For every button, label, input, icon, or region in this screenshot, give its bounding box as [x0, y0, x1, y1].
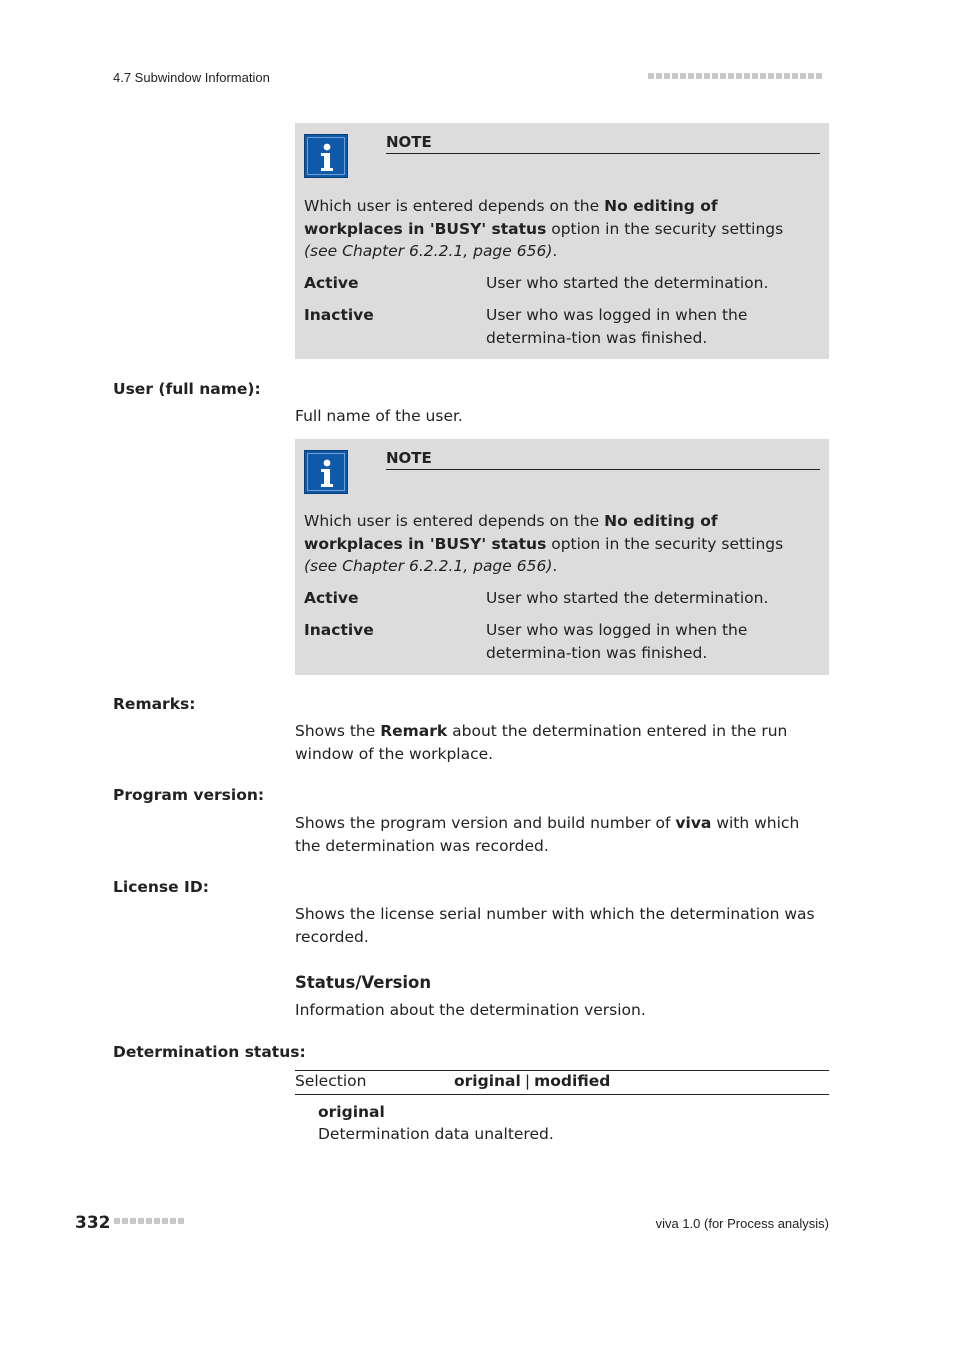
user-full-name-description: Full name of the user.	[295, 407, 463, 425]
determination-status-label: Determination status:	[113, 1043, 306, 1061]
note-text: Which user is entered depends on the No editing of workplaces in 'BUSY' status option in the security settings (see Chapter 6.2.2.1, page 656).	[304, 512, 784, 575]
option-term: original	[318, 1103, 385, 1121]
footer-decoration-dots	[114, 1218, 184, 1224]
remarks-description: Shows the Remark about the determination entered in the run window of the workplace.	[295, 722, 788, 763]
status-version-description: Information about the determination version.	[295, 1001, 646, 1019]
option-description: Determination data unaltered.	[318, 1125, 554, 1143]
license-id-description: Shows the license serial number with which the determination was recorded.	[295, 905, 815, 946]
note-box: NOTE Which user is entered depends on the No editing of workplaces in 'BUSY' status option in the security settings (see Chapter 6.2.2.1, page 656). Active User who started the determination. Inactive User who was logged in when the determina-tion was finished.	[295, 439, 829, 675]
remarks-label: Remarks:	[113, 695, 196, 713]
info-icon	[304, 450, 348, 494]
product-name: viva 1.0 (for Process analysis)	[655, 1216, 829, 1231]
note-box: NOTE Which user is entered depends on the No editing of workplaces in 'BUSY' status option in the security settings (see Chapter 6.2.2.1, page 656). Active User who started the determination. Inactive User who was logged in when the determina-tion was finished.	[295, 123, 829, 359]
selection-values: original | modified	[454, 1072, 611, 1090]
header-decoration-dots	[648, 73, 822, 79]
running-header: 4.7 Subwindow Information	[113, 70, 270, 85]
note-text: Which user is entered depends on the No editing of workplaces in 'BUSY' status option in the security settings (see Chapter 6.2.2.1, page 656).	[304, 197, 784, 260]
info-icon	[304, 134, 348, 178]
license-id-label: License ID:	[113, 878, 209, 896]
user-full-name-label: User (full name):	[113, 380, 261, 398]
note-title: NOTE	[386, 133, 820, 154]
status-version-heading: Status/Version	[295, 973, 432, 992]
note-title: NOTE	[386, 449, 820, 470]
selection-key: Selection	[295, 1072, 367, 1090]
program-version-label: Program version:	[113, 786, 265, 804]
page-number: 332	[75, 1213, 111, 1233]
program-version-description: Shows the program version and build number of viva with which the determination was recorded.	[295, 814, 800, 855]
selection-table	[295, 1070, 829, 1095]
